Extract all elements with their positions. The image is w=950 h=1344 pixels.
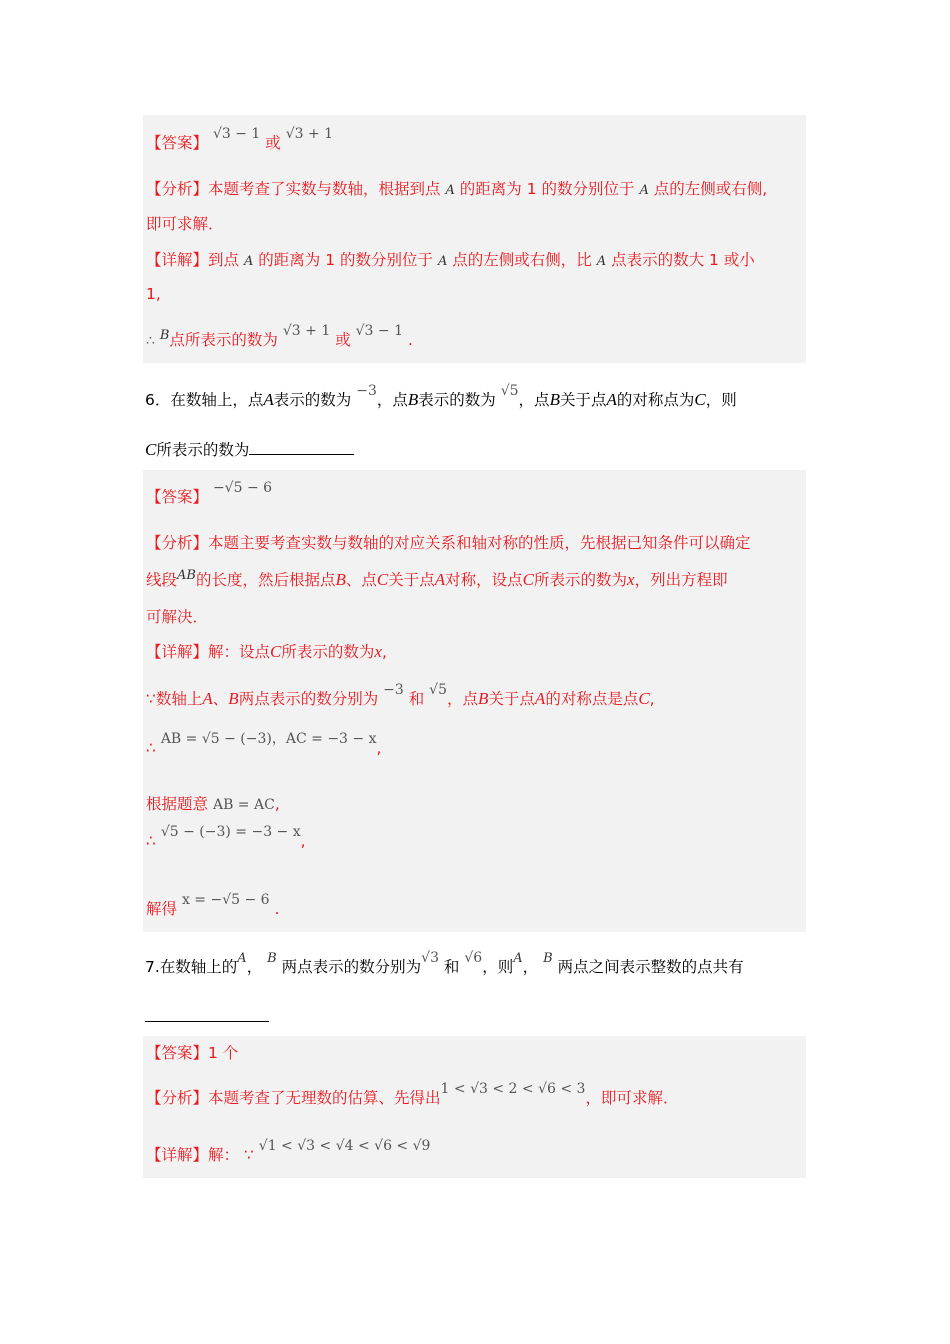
q6-text-8: ，则 xyxy=(705,391,737,409)
q6-answer-tag: 【答案】 xyxy=(146,488,209,506)
q7-text-3: ，则 xyxy=(482,958,514,976)
q6-detail-line-1 xyxy=(146,640,387,662)
q7-analysis-expr: 1 < √3 < 2 < √6 < 3 xyxy=(440,1081,586,1097)
q6-detail-b-2: B xyxy=(478,689,489,708)
q6-analysis-b: B xyxy=(335,570,346,589)
q6-solution-box xyxy=(143,470,806,932)
q5-analysis-point-a: A xyxy=(445,183,455,198)
q6-question-line-2 xyxy=(145,438,354,460)
q5-answer-line xyxy=(146,126,334,153)
q7-point-b-2: B xyxy=(543,951,553,966)
q6-detail-line2-g: , xyxy=(649,690,655,708)
q5-answer-tag: 【答案】 xyxy=(146,134,209,152)
q6-equation-1: AB = √5 − (−3)，AC = −3 − x xyxy=(160,731,377,747)
q6-detail-and: 和 xyxy=(408,690,425,708)
q5-detail-point-a-2: A xyxy=(437,254,448,269)
q7-point-a: A xyxy=(237,951,247,966)
q6-detail-b: B xyxy=(228,689,239,708)
q7-detail-tag: 【详解】 xyxy=(146,1146,209,1164)
q7-sep: ， xyxy=(246,958,263,976)
q6-detail-text-a: 解：设点 xyxy=(208,643,271,661)
q6-analysis-c-2: C xyxy=(522,570,534,589)
q5-analysis-text-2: 的距离为 1 的数分别位于 xyxy=(459,180,635,198)
q7-text-2: 两点表示的数分别为 xyxy=(281,958,422,976)
therefore-symbol-2: ∴ xyxy=(146,832,156,850)
q7-point-a-2: A xyxy=(513,951,523,966)
q5-answer-expr-2: √3 + 1 xyxy=(285,126,334,142)
q5-analysis-line-1 xyxy=(146,177,767,199)
q6-equation-4-end: . xyxy=(274,900,280,918)
q6-point-a: A xyxy=(263,390,274,409)
q7-analysis-tag: 【分析】 xyxy=(146,1089,209,1107)
q6-analysis-c: C xyxy=(376,570,389,589)
q5-analysis-text: 本题考查了实数与数轴，根据到点 xyxy=(208,180,441,198)
q6-analysis-text-e: 对称，设点 xyxy=(445,571,523,589)
q6-equation-3-end: , xyxy=(300,832,306,850)
q5-answer-or: 或 xyxy=(265,134,281,152)
q7-answer-tag: 【答案】 xyxy=(146,1044,209,1062)
q6-answer-blank xyxy=(249,440,354,455)
q5-detail-point-a-3: A xyxy=(596,254,607,269)
q7-num-2: √6 xyxy=(464,950,483,966)
q5-detail-line-2: 1, xyxy=(146,285,161,303)
q6-detail-a-2: A xyxy=(534,689,546,708)
q7-answer-line xyxy=(146,1041,238,1063)
q5-detail-point-a: A xyxy=(243,254,254,269)
q6-analysis-text-g: ，列出方程即 xyxy=(634,571,728,589)
q6-detail-line-3 xyxy=(146,731,382,758)
q6-point-b: B xyxy=(407,390,419,409)
q5-analysis-tag: 【分析】 xyxy=(146,180,209,198)
q5-detail-text-2: 的距离为 1 的数分别位于 xyxy=(258,251,434,269)
q6-detail-line-6 xyxy=(146,892,280,919)
q5-detail-point-b: B xyxy=(159,328,170,343)
q5-detail-expr-2: √3 − 1 xyxy=(355,323,404,339)
q6-detail-line-5 xyxy=(146,824,306,850)
q5-detail-text: 到点 xyxy=(208,251,240,269)
q6-analysis-x: x xyxy=(627,570,635,589)
q7-detail-expr: √1 < √3 < √4 < √6 < √9 xyxy=(258,1138,431,1154)
q6-detail-line2-d: ，点 xyxy=(447,690,479,708)
q6-question-text: 所表示的数为 xyxy=(156,441,250,459)
q7-text-4: 两点之间表示整数的点共有 xyxy=(557,958,744,976)
q5-detail-end: . xyxy=(407,331,413,349)
q6-detail-num-2: √5 xyxy=(429,682,447,698)
q7-point-b: B xyxy=(267,951,277,966)
q5-analysis-line-2: 即可求解． xyxy=(146,215,224,233)
q7-solution-box xyxy=(143,1036,806,1178)
q5-detail-line3-text: 点所表示的数为 xyxy=(169,331,278,349)
q6-analysis-text-f: 所表示的数为 xyxy=(534,571,628,589)
q6-detail-c: C xyxy=(270,642,282,661)
q6-point-b-2: B xyxy=(549,390,560,409)
q6-num-2: √5 xyxy=(500,383,519,399)
q7-sep-2: ， xyxy=(522,958,539,976)
q6-analysis-text: 本题主要考查实数与数轴的对应关系和轴对称的性质，先根据已知条件可以确定 xyxy=(208,534,751,552)
q6-text-3: ，点 xyxy=(376,391,408,409)
q5-answer-expr-1: √3 − 1 xyxy=(212,126,261,142)
q6-num-1: −3 xyxy=(356,383,377,399)
q7-num-1: √3 xyxy=(421,950,439,966)
q6-detail-line4-text: 根据题意 xyxy=(146,795,209,813)
therefore-symbol: ∴ xyxy=(146,739,156,757)
q6-answer-line xyxy=(146,480,273,507)
q6-detail-tag: 【详解】 xyxy=(146,643,209,661)
q6-equation-2: AB = AC xyxy=(212,797,275,813)
q6-equation-3: √5 − (−3) = −3 − x xyxy=(160,824,301,840)
q6-analysis-line-3: 可解决． xyxy=(146,608,209,626)
q6-answer-expr: −√5 − 6 xyxy=(212,480,273,496)
q7-analysis-text-2: ，即可求解． xyxy=(585,1089,679,1107)
q5-detail-line-3 xyxy=(146,323,413,350)
q7-question-line xyxy=(145,950,744,977)
q6-detail-c-2: C xyxy=(638,689,650,708)
because-symbol: ∵ xyxy=(243,1146,254,1164)
q6-equation-4: x = −√5 − 6 xyxy=(181,892,270,908)
q6-analysis-ab: AB xyxy=(177,568,196,583)
q6-equation-1-end: , xyxy=(376,739,382,757)
q6-detail-line-4 xyxy=(146,792,280,814)
q5-detail-tag: 【详解】 xyxy=(146,251,209,269)
q6-text-5: ，点 xyxy=(518,391,550,409)
q7-answer-text: 1 个 xyxy=(208,1044,239,1062)
q5-analysis-point-a-2: A xyxy=(639,183,649,198)
q6-analysis-a: A xyxy=(434,570,446,589)
q6-analysis-text-b: 的长度，然后根据点 xyxy=(195,571,336,589)
q6-detail-x: x xyxy=(374,642,382,661)
q5-solution-box xyxy=(143,115,806,363)
q7-detail-text: 解： xyxy=(208,1146,240,1164)
q6-analysis-line-2 xyxy=(146,568,728,590)
q6-detail-line6-text: 解得 xyxy=(146,900,178,918)
q6-point-c: C xyxy=(694,390,706,409)
q6-point-c-2: C xyxy=(145,440,157,459)
q5-detail-text-4: 点表示的数大 1 或小 xyxy=(611,251,755,269)
q5-analysis-text-3: 点的左侧或右侧, xyxy=(653,180,768,198)
q6-detail-line2-f: 的对称点是点 xyxy=(545,690,639,708)
q5-detail-line-1 xyxy=(146,248,755,270)
q5-detail-expr-1: √3 + 1 xyxy=(282,323,331,339)
q6-analysis-text-a: 线段 xyxy=(146,571,178,589)
q6-analysis-text-c: 、点 xyxy=(345,571,377,589)
because-symbol: ∵ xyxy=(146,690,156,708)
q6-detail-text-b: 所表示的数为 xyxy=(281,643,375,661)
q6-detail-a: A xyxy=(202,689,213,708)
q6-text-6: 关于点 xyxy=(559,391,607,409)
q5-detail-text-3: 点的左侧或右侧，比 xyxy=(452,251,592,269)
q7-analysis-text: 本题考查了无理数的估算、先得出 xyxy=(208,1089,441,1107)
q7-answer-blank xyxy=(145,1021,269,1022)
q6-text-4: 表示的数为 xyxy=(418,391,496,409)
q6-detail-text-c: , xyxy=(381,643,387,661)
q6-detail-num-1: −3 xyxy=(383,682,404,698)
q6-detail-line2-a: 数轴上 xyxy=(155,690,203,708)
q6-detail-line2-e: 关于点 xyxy=(488,690,535,708)
q5-detail-or: 或 xyxy=(335,331,351,349)
q7-and: 和 xyxy=(443,958,460,976)
q6-text-7: 的对称点为 xyxy=(616,391,695,409)
q6-equation-2-end: , xyxy=(274,795,280,813)
therefore-symbol: ∴ xyxy=(146,333,155,349)
q6-detail-line2-b: 、 xyxy=(212,690,229,708)
q7-detail-line xyxy=(146,1138,431,1165)
q6-question-line-1 xyxy=(145,383,737,410)
q6-text-2: 表示的数为 xyxy=(273,391,352,409)
q6-analysis-tag: 【分析】 xyxy=(146,534,209,552)
q6-text-1: 6．在数轴上，点 xyxy=(145,391,264,409)
q6-point-a-2: A xyxy=(606,390,617,409)
q6-detail-line2-c: 两点表示的数分别为 xyxy=(238,690,379,708)
q7-analysis-line xyxy=(146,1081,679,1108)
q6-analysis-text-d: 关于点 xyxy=(388,571,435,589)
q6-detail-line-2 xyxy=(146,682,655,709)
q6-analysis-line-1 xyxy=(146,531,751,553)
q7-text-1: 7.在数轴上的 xyxy=(145,958,238,976)
